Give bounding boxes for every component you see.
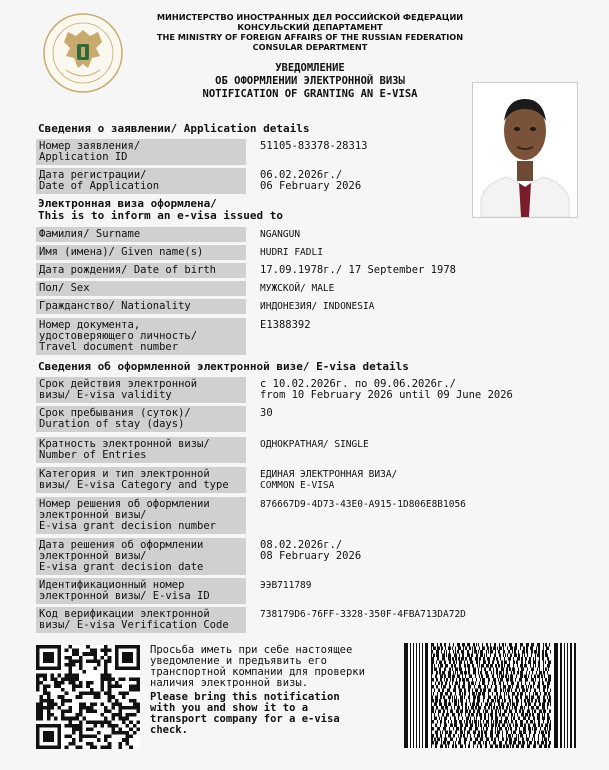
pdf417-barcode-icon <box>404 643 576 748</box>
evisa-id-label <box>36 578 246 604</box>
travel-document-label <box>36 318 246 355</box>
header-en-ministry: THE MINISTRY OF FOREIGN AFFAIRS OF THE RUSSIAN FEDERATION <box>156 32 464 42</box>
travel-document-value: E1388392 <box>260 319 311 331</box>
verification-code-label <box>36 607 246 633</box>
footer-ru-line-3: транспортной компании для проверки <box>150 666 365 678</box>
title-ru-line2: ОБ ОФОРМЛЕНИИ ЭЛЕКТРОННОЙ ВИЗЫ <box>215 75 405 87</box>
visa-validity-label <box>36 377 246 403</box>
visa-category-label-1: Категория и тип электронной <box>39 468 210 480</box>
footer-ru-line-1: Просьба иметь при себе настоящее <box>150 644 353 656</box>
visa-category-value <box>260 469 397 491</box>
ministry-header <box>140 12 480 52</box>
footer-notice-ru <box>150 645 395 689</box>
section-issued-to <box>38 198 283 222</box>
applicant-photo <box>472 82 578 218</box>
application-id-value: 51105-83378-28313 <box>260 140 368 152</box>
visa-validity-value-1: с 10.02.2026г. по 09.06.2026г./ <box>260 378 456 390</box>
footer-en-line-1: Please bring this notification <box>150 691 340 703</box>
visa-category-label-2: визы/ E-visa Category and type <box>39 479 229 491</box>
grant-decision-number-value: 876667D9-4D73-43E0-A915-1D806E8B1056 <box>260 499 466 510</box>
application-date-label <box>36 168 246 194</box>
title-en: NOTIFICATION OF GRANTING AN E-VISA <box>202 88 418 100</box>
application-date-value-en: 06 February 2026 <box>260 180 362 192</box>
issued-heading-ru: Электронная виза оформлена/ <box>38 197 217 210</box>
given-names-value: HUDRI FADLI <box>260 247 323 258</box>
application-id-label <box>36 139 246 165</box>
visa-category-value-1: ЕДИНАЯ ЭЛЕКТРОННАЯ ВИЗА/ <box>260 469 398 480</box>
number-of-entries-value: ОДНОКРАТНАЯ/ SINGLE <box>260 439 369 450</box>
qr-code-icon <box>36 645 140 749</box>
visa-validity-label-1: Срок действия электронной <box>39 378 198 390</box>
grant-decision-date-label-2: электронной визы/ <box>39 550 147 562</box>
header-ru-ministry: МИНИСТЕРСТВО ИНОСТРАННЫХ ДЕЛ РОССИЙСКОЙ ФЕДЕРАЦИИ <box>156 12 464 22</box>
surname-value: NGANGUN <box>260 229 301 240</box>
visa-validity-value-2: from 10 February 2026 until 09 June 2026 <box>260 389 513 401</box>
grant-decision-date-label <box>36 538 246 575</box>
travel-document-label-1: Номер документа, <box>39 319 141 331</box>
footer-en-line-2: with you and show it to a <box>150 702 309 714</box>
verification-code-label-2: визы/ E-visa Verification Code <box>39 619 229 631</box>
grant-decision-date-value <box>260 540 361 562</box>
sex-label: Пол/ Sex <box>36 281 246 296</box>
grant-decision-number-label-2: электронной визы/ <box>39 509 147 521</box>
evisa-id-label-2: электронной визы/ E-visa ID <box>39 590 210 602</box>
footer-en-line-4: check. <box>150 724 188 736</box>
surname-label: Фамилия/ Surname <box>36 227 246 242</box>
duration-of-stay-label-1: Срок пребывания (суток)/ <box>39 407 191 419</box>
nationality-value: ИНДОНЕЗИЯ/ INDONESIA <box>260 301 375 312</box>
given-names-label: Имя (имена)/ Given name(s) <box>36 245 246 260</box>
visa-validity-label-2: визы/ E-visa validity <box>39 389 172 401</box>
date-of-birth-label: Дата рождения/ Date of birth <box>36 263 246 278</box>
grant-decision-date-value-2: 08 February 2026 <box>260 550 362 562</box>
grant-decision-number-label-3: E-visa grant decision number <box>39 520 217 532</box>
travel-document-label-3: Travel document number <box>39 341 179 353</box>
issued-heading-en: This is to inform an e-visa issued to <box>38 209 284 222</box>
evisa-id-value: ЭЭВ711789 <box>260 580 312 591</box>
header-en-department: CONSULAR DEPARTMENT <box>252 42 368 52</box>
date-of-birth-value: 17.09.1978г./ 17 September 1978 <box>260 264 456 276</box>
visa-category-label <box>36 467 246 493</box>
application-date-label-ru: Дата регистрации/ <box>39 169 147 181</box>
grant-decision-date-label-1: Дата решения об оформлении <box>39 539 204 551</box>
grant-decision-date-label-3: E-visa grant decision date <box>39 561 204 573</box>
nationality-label: Гражданство/ Nationality <box>36 299 246 314</box>
application-id-label-en: Application ID <box>39 151 128 163</box>
verification-code-label-1: Код верификации электронной <box>39 608 210 620</box>
application-date-value <box>260 170 361 192</box>
section-evisa-details: Сведения об оформленной электронной визе/ E-visa details <box>38 360 409 373</box>
grant-decision-date-value-1: 08.02.2026г./ <box>260 539 343 551</box>
applicant-portrait-icon <box>473 83 577 217</box>
footer-ru-line-4: наличия электронной визы. <box>150 677 309 689</box>
duration-of-stay-label-2: Duration of stay (days) <box>39 418 185 430</box>
verification-code-value: 738179D6-76FF-3328-350F-4FBA713DA72D <box>260 609 466 620</box>
duration-of-stay-value: 30 <box>260 407 273 419</box>
grant-decision-number-label-1: Номер решения об оформлении <box>39 498 210 510</box>
application-id-label-ru: Номер заявления/ <box>39 140 141 152</box>
evisa-id-label-1: Идентификационный номер <box>39 579 185 591</box>
footer-notice <box>150 645 395 736</box>
ministry-emblem-icon <box>42 12 124 94</box>
title-ru-line1: УВЕДОМЛЕНИЕ <box>275 62 345 74</box>
footer-notice-en <box>150 692 395 736</box>
section-application-details: Сведения о заявлении/ Application details <box>38 122 310 135</box>
travel-document-label-2: удостоверяющего личность/ <box>39 330 198 342</box>
header-ru-department: КОНСУЛЬСКИЙ ДЕПАРТАМЕНТ <box>237 22 383 32</box>
footer-en-line-3: transport company for a e-visa <box>150 713 340 725</box>
number-of-entries-label-2: Number of Entries <box>39 449 147 461</box>
footer-ru-line-2: уведомление и предъявить его <box>150 655 328 667</box>
application-date-label-en: Date of Application <box>39 180 160 192</box>
duration-of-stay-label <box>36 406 246 432</box>
document-title <box>150 62 470 101</box>
number-of-entries-label-1: Кратность электронной визы/ <box>39 438 210 450</box>
visa-category-value-2: COMMON E-VISA <box>260 480 335 491</box>
sex-value: МУЖСКОЙ/ MALE <box>260 283 335 294</box>
application-date-value-ru: 06.02.2026г./ <box>260 169 343 181</box>
number-of-entries-label <box>36 437 246 463</box>
grant-decision-number-label <box>36 497 246 534</box>
visa-validity-value <box>260 379 513 401</box>
